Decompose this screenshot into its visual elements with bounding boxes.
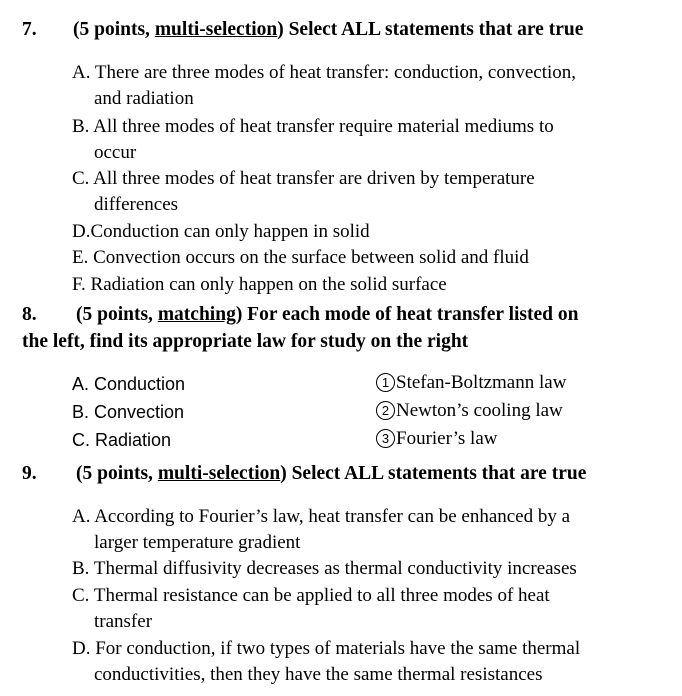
question-prompt: (5 points, matching) For each mode of heat transfer listed on	[76, 304, 579, 325]
option-9a-cont: larger temperature gradient	[94, 532, 301, 553]
option-9d-cont: conductivities, then they have the same thermal resistances	[94, 664, 543, 685]
question-number: 7.	[22, 19, 37, 40]
question-number: 9.	[22, 463, 37, 484]
match-right-3: 3 Fourier’s law	[376, 428, 498, 450]
option-9d[interactable]: D. For conduction, if two types of materials have the same thermal	[72, 638, 581, 659]
circled-number: 3	[376, 429, 395, 448]
question-type: multi-selection	[157, 463, 281, 484]
match-left-c: C. Radiation	[72, 430, 172, 450]
option-9c-cont: transfer	[94, 611, 153, 632]
option-7c[interactable]: C. All three modes of heat transfer are driven by temperature	[72, 168, 535, 189]
match-left-a: A. Conduction	[72, 374, 186, 394]
option-7b[interactable]: B. All three modes of heat transfer require material mediums to	[72, 116, 554, 137]
option-9a[interactable]: A. According to Fourier’s law, heat transfer can be enhanced by a	[72, 506, 571, 527]
option-7e[interactable]: E. Convection occurs on the surface between solid and fluid	[72, 247, 529, 268]
match-left-b: B. Convection	[72, 402, 185, 422]
question-type: multi-selection	[154, 19, 278, 40]
option-9c[interactable]: C. Thermal resistance can be applied to all three modes of heat	[72, 585, 550, 606]
option-7a-cont: and radiation	[94, 88, 194, 109]
question-prompt: (5 points, multi-selection) Select ALL statements that are true	[73, 19, 584, 40]
option-9b[interactable]: B. Thermal diffusivity decreases as thermal conductivity increases	[72, 558, 577, 579]
question-prompt: (5 points, multi-selection) Select ALL statements that are true	[76, 463, 587, 484]
option-7b-cont: occur	[94, 142, 137, 163]
match-right-1: 1 Stefan-Boltzmann law	[376, 372, 566, 394]
question-number: 8.	[22, 304, 37, 325]
match-right-2: 2 Newton’s cooling law	[376, 400, 563, 422]
question-8-header-line2: the left, find its appropriate law for study on the right	[22, 331, 469, 352]
question-type: matching	[157, 304, 236, 325]
option-7a[interactable]: A. There are three modes of heat transfer: conduction, convection,	[72, 62, 577, 83]
option-7f[interactable]: F. Radiation can only happen on the solid surface	[72, 274, 447, 295]
option-7d[interactable]: D.Conduction can only happen in solid	[72, 221, 370, 242]
circled-number: 1	[376, 373, 395, 392]
circled-number: 2	[376, 401, 395, 420]
option-7c-cont: differences	[94, 194, 179, 215]
